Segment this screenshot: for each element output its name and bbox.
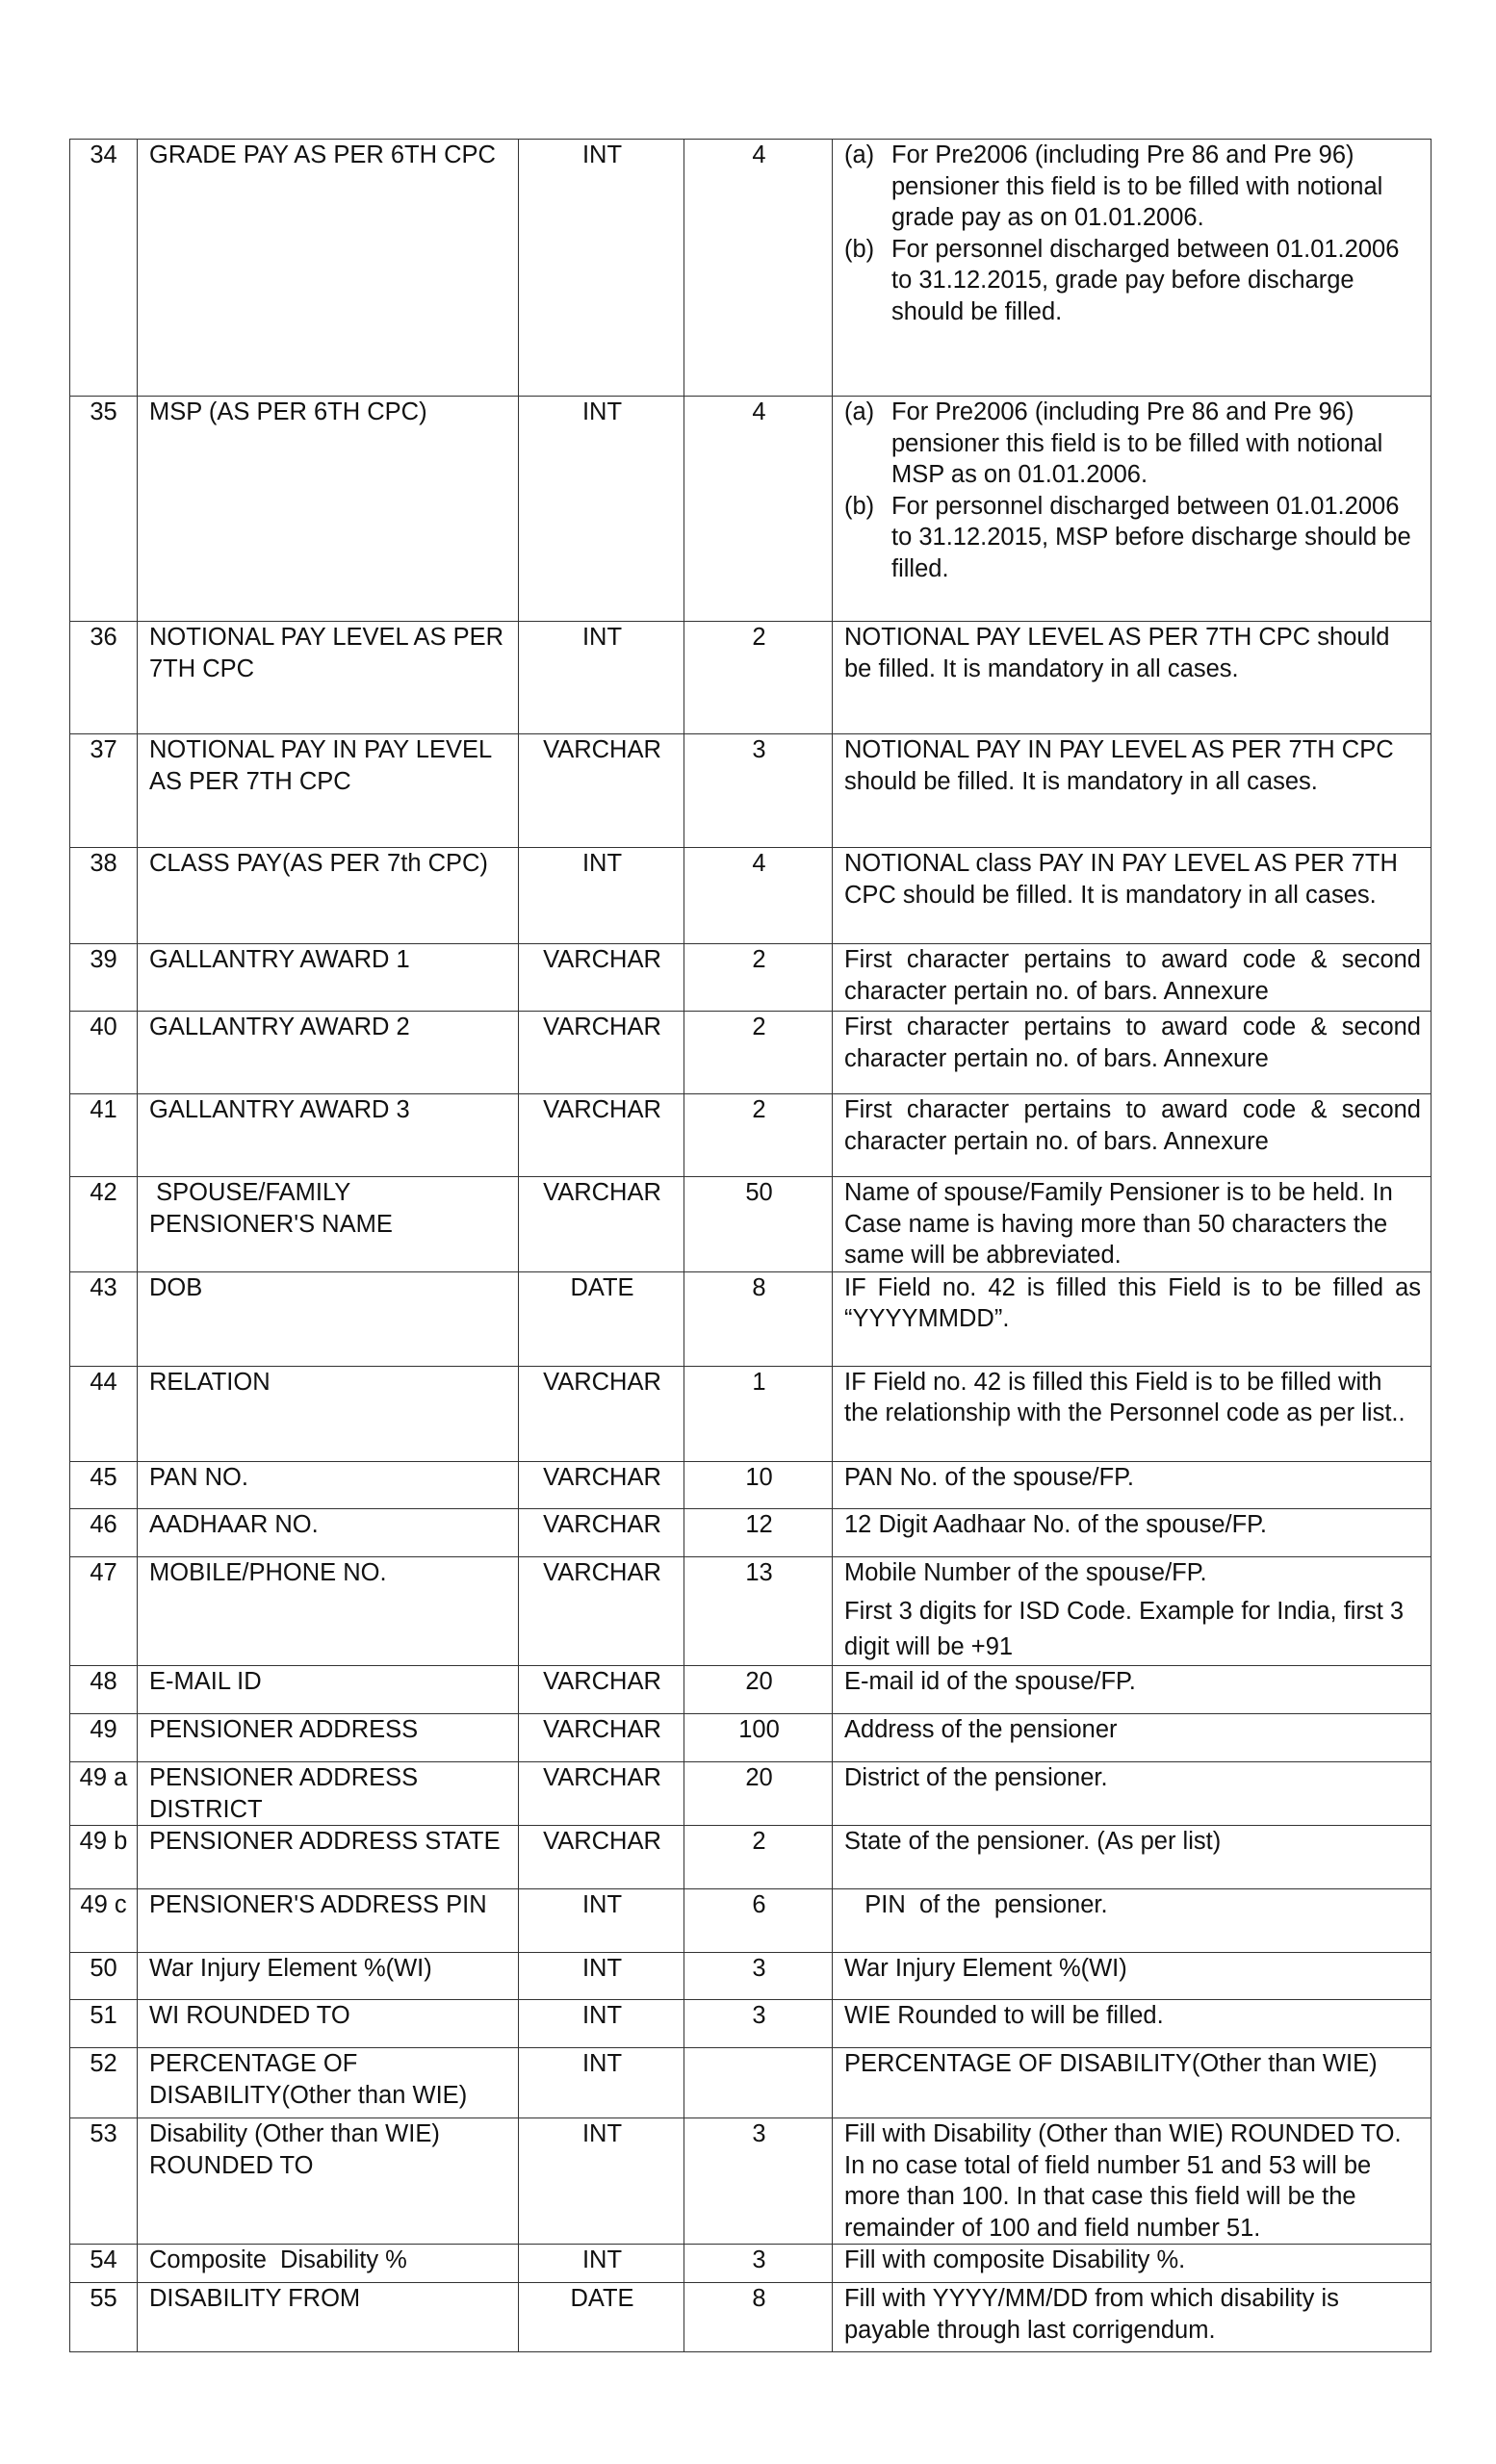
table-row <box>70 848 1432 944</box>
field-length: 6 <box>684 1889 833 1953</box>
field-name: MSP (AS PER 6TH CPC) <box>138 397 519 622</box>
remark-item <box>844 491 1421 585</box>
field-type: VARCHAR <box>519 1762 684 1826</box>
table-row <box>70 1012 1432 1094</box>
field-number: 44 <box>70 1366 138 1461</box>
field-number: 34 <box>70 140 138 397</box>
field-remarks: First character pertains to award code & second character pertain no. of bars. Annexure <box>833 944 1432 1012</box>
field-type: INT <box>519 848 684 944</box>
field-length: 8 <box>684 2283 833 2352</box>
table-row <box>70 2283 1432 2352</box>
field-remarks <box>833 140 1432 397</box>
field-name: GALLANTRY AWARD 1 <box>138 944 519 1012</box>
field-length <box>684 2048 833 2118</box>
table-row <box>70 2118 1432 2245</box>
field-remarks: Fill with composite Disability %. <box>833 2245 1432 2283</box>
field-length: 20 <box>684 1666 833 1714</box>
field-number: 43 <box>70 1271 138 1366</box>
field-remarks: First character pertains to award code & second character pertain no. of bars. Annexure <box>833 1012 1432 1094</box>
field-length: 2 <box>684 1094 833 1177</box>
field-length: 4 <box>684 397 833 622</box>
remark-item-label: (b) <box>844 235 875 263</box>
table-row <box>70 1508 1432 1556</box>
field-number: 36 <box>70 622 138 734</box>
field-number: 40 <box>70 1012 138 1094</box>
field-type: VARCHAR <box>519 1177 684 1272</box>
field-type: VARCHAR <box>519 1826 684 1889</box>
remark-item-text: For personnel discharged between 01.01.2006 to 31.12.2015, grade pay before discharge should be filled. <box>891 235 1400 325</box>
field-remarks: NOTIONAL PAY LEVEL AS PER 7TH CPC should be filled. It is mandatory in all cases. <box>833 622 1432 734</box>
field-length: 2 <box>684 1012 833 1094</box>
field-type: VARCHAR <box>519 1508 684 1556</box>
field-remarks: Name of spouse/Family Pensioner is to be held. In Case name is having more than 50 characters the same will be abbreviated. <box>833 1177 1432 1272</box>
field-number: 41 <box>70 1094 138 1177</box>
field-length: 2 <box>684 622 833 734</box>
field-remarks: PERCENTAGE OF DISABILITY(Other than WIE) <box>833 2048 1432 2118</box>
field-length: 2 <box>684 1826 833 1889</box>
field-remarks: E-mail id of the spouse/FP. <box>833 1666 1432 1714</box>
table-row <box>70 622 1432 734</box>
field-number: 54 <box>70 2245 138 2283</box>
table-row <box>70 1889 1432 1953</box>
field-type: VARCHAR <box>519 1366 684 1461</box>
field-name: CLASS PAY(AS PER 7th CPC) <box>138 848 519 944</box>
field-remarks: 12 Digit Aadhaar No. of the spouse/FP. <box>833 1508 1432 1556</box>
field-type: VARCHAR <box>519 1666 684 1714</box>
field-type: VARCHAR <box>519 1556 684 1666</box>
field-number: 49 c <box>70 1889 138 1953</box>
field-name: PAN NO. <box>138 1461 519 1508</box>
field-remarks: State of the pensioner. (As per list) <box>833 1826 1432 1889</box>
field-number: 46 <box>70 1508 138 1556</box>
remark-item-label: (b) <box>844 492 875 520</box>
field-type: INT <box>519 1953 684 2000</box>
field-name: SPOUSE/FAMILY PENSIONER'S NAME <box>138 1177 519 1272</box>
field-name: PENSIONER ADDRESS STATE <box>138 1826 519 1889</box>
table-row <box>70 734 1432 848</box>
field-remarks: IF Field no. 42 is filled this Field is to be filled with the relationship with the Personnel code as per list.. <box>833 1366 1432 1461</box>
field-number: 50 <box>70 1953 138 2000</box>
table-row <box>70 1826 1432 1889</box>
remark-item <box>844 397 1421 491</box>
table-row <box>70 2000 1432 2048</box>
field-remarks: Fill with Disability (Other than WIE) ROUNDED TO. In no case total of field number 51 and 53 will be more than 100. In that case this field will be the remainder of 100 and field number 51. <box>833 2118 1432 2245</box>
table-row <box>70 1953 1432 2000</box>
field-number: 35 <box>70 397 138 622</box>
field-length: 2 <box>684 944 833 1012</box>
field-number: 53 <box>70 2118 138 2245</box>
field-number: 37 <box>70 734 138 848</box>
table-row <box>70 397 1432 622</box>
table-row <box>70 140 1432 397</box>
field-type: VARCHAR <box>519 944 684 1012</box>
table-row <box>70 1177 1432 1272</box>
field-type: DATE <box>519 2283 684 2352</box>
field-remarks: Fill with YYYY/MM/DD from which disability is payable through last corrigendum. <box>833 2283 1432 2352</box>
field-remarks: PAN No. of the spouse/FP. <box>833 1461 1432 1508</box>
field-type: INT <box>519 2000 684 2048</box>
field-type: INT <box>519 140 684 397</box>
field-type: VARCHAR <box>519 734 684 848</box>
field-type: INT <box>519 1889 684 1953</box>
field-type: VARCHAR <box>519 1714 684 1762</box>
remark-item-label: (a) <box>844 141 875 168</box>
field-type: VARCHAR <box>519 1012 684 1094</box>
field-name: NOTIONAL PAY LEVEL AS PER 7TH CPC <box>138 622 519 734</box>
field-type: INT <box>519 397 684 622</box>
remark-item-text: For personnel discharged between 01.01.2006 to 31.12.2015, MSP before discharge should be filled. <box>891 492 1411 582</box>
field-number: 49 a <box>70 1762 138 1826</box>
field-name: Composite Disability % <box>138 2245 519 2283</box>
table-row <box>70 944 1432 1012</box>
field-name: WI ROUNDED TO <box>138 2000 519 2048</box>
table-row <box>70 1094 1432 1177</box>
field-type: DATE <box>519 1271 684 1366</box>
field-name: PENSIONER'S ADDRESS PIN <box>138 1889 519 1953</box>
field-type: INT <box>519 2048 684 2118</box>
field-type: VARCHAR <box>519 1094 684 1177</box>
field-length: 3 <box>684 2118 833 2245</box>
remark-item-label: (a) <box>844 398 875 425</box>
field-type: INT <box>519 2245 684 2283</box>
field-name: GRADE PAY AS PER 6TH CPC <box>138 140 519 397</box>
field-length: 4 <box>684 848 833 944</box>
field-number: 49 b <box>70 1826 138 1889</box>
field-name: NOTIONAL PAY IN PAY LEVEL AS PER 7TH CPC <box>138 734 519 848</box>
field-length: 1 <box>684 1366 833 1461</box>
table-row <box>70 1271 1432 1366</box>
field-length: 3 <box>684 2000 833 2048</box>
field-remarks: NOTIONAL PAY IN PAY LEVEL AS PER 7TH CPC should be filled. It is mandatory in all cases. <box>833 734 1432 848</box>
table-row <box>70 1666 1432 1714</box>
field-name: Disability (Other than WIE) ROUNDED TO <box>138 2118 519 2245</box>
field-length: 100 <box>684 1714 833 1762</box>
field-length: 13 <box>684 1556 833 1666</box>
field-number: 45 <box>70 1461 138 1508</box>
field-remarks: WIE Rounded to will be filled. <box>833 2000 1432 2048</box>
field-remarks: War Injury Element %(WI) <box>833 1953 1432 2000</box>
field-number: 52 <box>70 2048 138 2118</box>
field-remarks: PIN of the pensioner. <box>833 1889 1432 1953</box>
table-row <box>70 1461 1432 1508</box>
field-remarks: NOTIONAL class PAY IN PAY LEVEL AS PER 7TH CPC should be filled. It is mandatory in all cases. <box>833 848 1432 944</box>
field-name: RELATION <box>138 1366 519 1461</box>
field-specification-table <box>69 139 1432 2352</box>
field-remarks: Address of the pensioner <box>833 1714 1432 1762</box>
field-number: 51 <box>70 2000 138 2048</box>
field-name: MOBILE/PHONE NO. <box>138 1556 519 1666</box>
field-name: E-MAIL ID <box>138 1666 519 1714</box>
remark-paragraph: First 3 digits for ISD Code. Example for India, first 3 digit will be +91 <box>844 1598 1405 1660</box>
remark-item-text: For Pre2006 (including Pre 86 and Pre 96) pensioner this field is to be filled with notional grade pay as on 01.01.2006. <box>891 141 1383 231</box>
field-type: VARCHAR <box>519 1461 684 1508</box>
field-type: INT <box>519 622 684 734</box>
table-row <box>70 2245 1432 2283</box>
field-name: DOB <box>138 1271 519 1366</box>
field-name: War Injury Element %(WI) <box>138 1953 519 2000</box>
field-number: 48 <box>70 1666 138 1714</box>
table-row <box>70 1556 1432 1666</box>
field-length: 8 <box>684 1271 833 1366</box>
field-length: 12 <box>684 1508 833 1556</box>
field-number: 39 <box>70 944 138 1012</box>
remark-item-text: For Pre2006 (including Pre 86 and Pre 96) pensioner this field is to be filled with notional MSP as on 01.01.2006. <box>891 398 1383 488</box>
field-name: AADHAAR NO. <box>138 1508 519 1556</box>
table-row <box>70 1714 1432 1762</box>
field-remarks <box>833 1556 1432 1666</box>
field-length: 3 <box>684 734 833 848</box>
field-length: 3 <box>684 1953 833 2000</box>
field-length: 10 <box>684 1461 833 1508</box>
remark-paragraph: Mobile Number of the spouse/FP. <box>844 1558 1207 1586</box>
field-name: DISABILITY FROM <box>138 2283 519 2352</box>
field-remarks <box>833 397 1432 622</box>
table-row <box>70 1762 1432 1826</box>
field-name: PERCENTAGE OF DISABILITY(Other than WIE) <box>138 2048 519 2118</box>
remark-item <box>844 140 1421 234</box>
field-remarks: IF Field no. 42 is filled this Field is to be filled as “YYYYMMDD”. <box>833 1271 1432 1366</box>
field-name: PENSIONER ADDRESS DISTRICT <box>138 1762 519 1826</box>
field-length: 50 <box>684 1177 833 1272</box>
table-row <box>70 1366 1432 1461</box>
field-number: 38 <box>70 848 138 944</box>
field-length: 4 <box>684 140 833 397</box>
field-number: 47 <box>70 1556 138 1666</box>
field-remarks: First character pertains to award code & second character pertain no. of bars. Annexure <box>833 1094 1432 1177</box>
field-name: GALLANTRY AWARD 3 <box>138 1094 519 1177</box>
field-number: 55 <box>70 2283 138 2352</box>
field-length: 20 <box>684 1762 833 1826</box>
field-length: 3 <box>684 2245 833 2283</box>
field-remarks: District of the pensioner. <box>833 1762 1432 1826</box>
field-number: 42 <box>70 1177 138 1272</box>
field-name: GALLANTRY AWARD 2 <box>138 1012 519 1094</box>
field-name: PENSIONER ADDRESS <box>138 1714 519 1762</box>
field-number: 49 <box>70 1714 138 1762</box>
field-type: INT <box>519 2118 684 2245</box>
remark-item <box>844 234 1421 328</box>
table-row <box>70 2048 1432 2118</box>
